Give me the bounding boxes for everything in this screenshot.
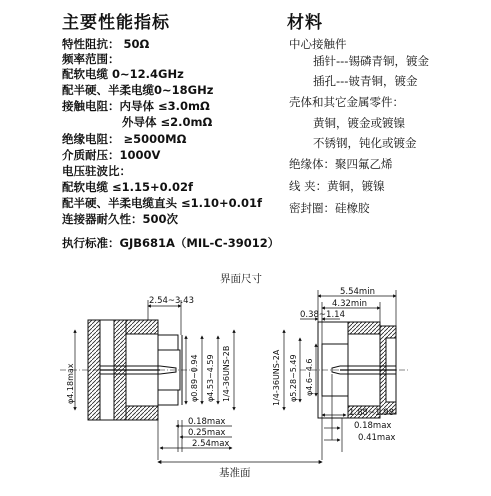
- dim-left-thread: 1/4-36UNS-2B: [222, 345, 231, 402]
- spec-impedance: 特性阻抗： 50Ω: [62, 37, 150, 51]
- dim-left-b1: 0.18max: [188, 417, 226, 427]
- spec-contact-inner: 接触电阻：内导体 ≤3.0mΩ: [62, 99, 210, 113]
- dim-right-d1: φ5.28~5.49: [289, 354, 298, 402]
- mat-insulator: 绝缘体：聚四氟乙烯: [289, 157, 393, 171]
- spec-vswr: 电压驻波比：: [62, 164, 131, 178]
- dim-right-d2: φ4.6~4.6: [305, 358, 314, 396]
- interface-title: 界面尺寸: [220, 273, 262, 285]
- dim-right-thread: 1/4-36UNS-2A: [272, 349, 281, 406]
- spec-insulation: 绝缘电阻： ≥5000MΩ: [62, 132, 187, 146]
- mat-socket: 插孔---铍青铜，镀金: [313, 74, 418, 88]
- dim-right-b3: 0.41max: [358, 433, 396, 443]
- spec-vswr-semirigid: 配半硬、半柔电缆直头 ≤1.10+0.01f: [62, 196, 263, 210]
- mat-pin: 插针---锡磷青铜，镀金: [313, 54, 429, 68]
- spec-contact-outer: 外导体 ≤2.0mΩ: [122, 115, 213, 129]
- performance-title: 主要性能指标: [62, 13, 170, 33]
- spec-standard: 执行标准：GJB681A（MIL-C-39012）: [62, 236, 280, 250]
- right-connector: [300, 322, 410, 418]
- spec-dielectric: 介质耐压：1000V: [62, 148, 161, 162]
- dim-left-d1: φ4.18max: [66, 363, 75, 404]
- baseline-label: 基准面: [219, 467, 251, 479]
- mat-clamp: 线 夹：黄铜，镀镍: [289, 179, 385, 193]
- mat-center-contact: 中心接触件: [289, 37, 347, 51]
- mat-seal: 密封圈：硅橡胶: [289, 201, 370, 215]
- spec-frequency: 频率范围：: [62, 52, 120, 66]
- mat-stainless: 不锈钢，钝化或镀金: [313, 136, 417, 150]
- dim-left-d2: φ0.89~0.94: [190, 354, 199, 402]
- dim-right-top3: 0.38~1.14: [300, 310, 345, 320]
- dim-left-b3: 2.54max: [192, 439, 230, 449]
- mat-housing: 壳体和其它金属零件：: [289, 95, 404, 109]
- dim-right-b1: 1.88~1.98: [349, 408, 394, 418]
- spec-vswr-soft: 配软电缆 ≤1.15+0.02f: [62, 180, 194, 194]
- dim-right-top2: 4.32min: [332, 299, 367, 309]
- dim-right-top1: 5.54min: [340, 287, 375, 297]
- spec-freq-soft: 配软电缆 0~12.4GHz: [62, 67, 184, 81]
- spec-freq-semirigid: 配半硬、半柔电缆0~18GHz: [62, 83, 214, 97]
- dim-left-top: 2.54~3.43: [149, 296, 194, 306]
- materials-title: 材料: [287, 13, 323, 33]
- dim-right-b2: 0.18max: [354, 421, 392, 431]
- spec-durability: 连接器耐久性：500次: [62, 212, 179, 226]
- mat-brass: 黄铜，镀金或镀镍: [313, 116, 405, 130]
- left-connector: [60, 320, 200, 420]
- dim-left-b2: 0.25max: [188, 428, 226, 438]
- dim-left-d3: φ4.53~4.59: [206, 354, 215, 402]
